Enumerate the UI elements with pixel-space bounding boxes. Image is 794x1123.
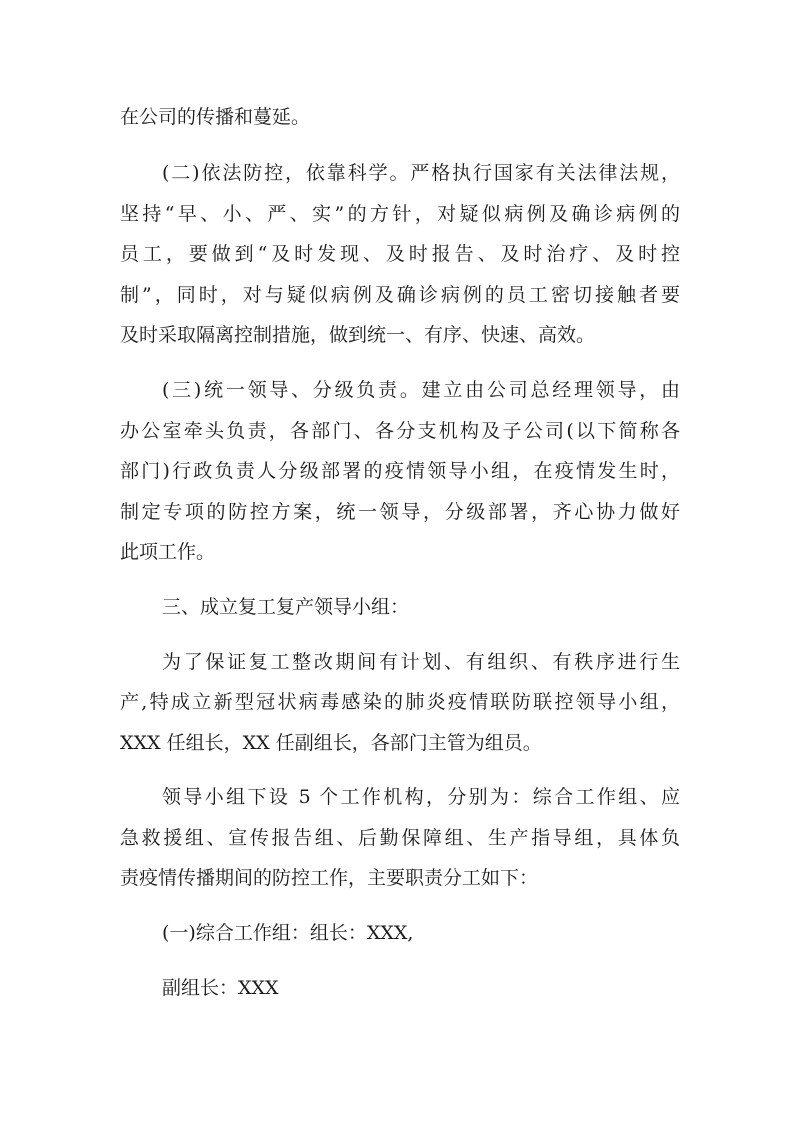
- text-line: 为了保证复工整改期间有计划、有组织、有秩序进行生: [162, 651, 680, 673]
- text-line: (三)统一领导、分级负责。建立由公司总经理领导，由: [162, 379, 680, 401]
- text-line: 坚持“早、小、严、实”的方针，对疑似病例及确诊病例的: [120, 203, 680, 225]
- text-line: 制定专项的防控方案，统一领导，分级部署，齐心协力做好: [120, 501, 680, 523]
- text-line: XXX 任组长，XX 任副组长，各部门主管为组员。: [120, 732, 542, 754]
- text-line: (一)综合工作组：组长：XXX,: [162, 922, 414, 944]
- text-line: 此项工作。: [120, 541, 216, 563]
- section-heading: 三、成立复工复产领导小组：: [162, 596, 410, 618]
- text-line: 产,特成立新型冠状病毒感染的肺炎疫情联防联控领导小组，: [120, 691, 680, 713]
- text-line: 员工，要做到“及时发现、及时报告、及时治疗、及时控: [120, 243, 680, 265]
- text-line: 及时采取隔离控制措施，做到统一、有序、快速、高效。: [120, 324, 596, 346]
- text-line: 责疫情传播期间的防控工作，主要职责分工如下：: [120, 867, 539, 889]
- text-line: (二)依法防控，依靠科学。严格执行国家有关法律法规，: [162, 162, 680, 184]
- text-line: 领导小组下设 5 个工作机构，分别为：综合工作组、应: [162, 786, 680, 808]
- text-line: 部门)行政负责人分级部署的疫情领导小组，在疫情发生时，: [120, 460, 680, 482]
- text-line: 急救援组、宣传报告组、后勤保障组、生产指导组，具体负: [120, 827, 680, 849]
- text-line: 副组长：XXX: [162, 977, 279, 999]
- text-line: 办公室牵头负责，各部门、各分支机构及子公司(以下简称各: [120, 420, 680, 442]
- text-line: 在公司的传播和蔓延。: [120, 106, 311, 128]
- text-line: 制”，同时，对与疑似病例及确诊病例的员工密切接触者要: [120, 284, 680, 306]
